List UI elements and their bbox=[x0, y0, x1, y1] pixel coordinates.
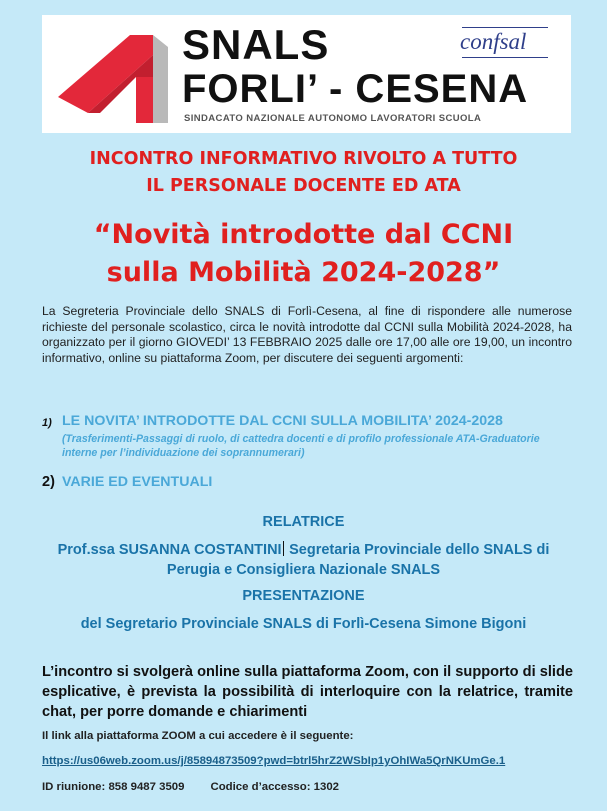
brand-name: SNALS bbox=[182, 21, 330, 68]
presentazione-heading: PRESENTAZIONE bbox=[242, 588, 365, 604]
headline-line2: sulla Mobilità 2024-2028” bbox=[106, 257, 501, 288]
meeting-credentials bbox=[42, 781, 339, 793]
headline-line1: “Novità introdotte dal CCNI bbox=[93, 219, 514, 250]
presenter-text: del Segretario Provinciale SNALS di Forlì-Cesena Simone Bigoni bbox=[80, 616, 527, 632]
relatrice-heading: RELATRICE bbox=[262, 514, 345, 530]
meeting-title-line2: IL PERSONALE DOCENTE ED ATA bbox=[146, 176, 461, 196]
topic-number: 2) bbox=[42, 474, 55, 490]
confsal-logo: confsal bbox=[460, 29, 527, 54]
intro-paragraph: La Segreteria Provinciale dello SNALS di Forlì-Cesena, al fine di rispondere alle numerose richieste del personale scolastico, circa le novità introdotte dal CCNI sulla Mobilità 2024-2028, ha organizzato per il giorno GIOVEDI’ 13 FEBBRAIO 2025 dalle ore 17,00 alle ore 19,00, un incontro informativo, online su piattaforma Zoom, per discutere dei seguenti argomenti: bbox=[42, 304, 572, 365]
confsal-rule-bottom bbox=[462, 57, 548, 58]
speaker-role-line1: Segretaria Provinciale dello SNALS di bbox=[289, 542, 550, 558]
zoom-info-paragraph: L’incontro si svolgerà online sulla piattaforma Zoom, con il supporto di slide esplicative, è prevista la possibilità di interloquire con la relatrice, tramite chat, per porre domande e chiarimenti bbox=[42, 664, 573, 720]
meeting-title-line1: INCONTRO INFORMATIVO RIVOLTO A TUTTO bbox=[89, 149, 518, 169]
meeting-id: ID riunione: 858 9487 3509 bbox=[42, 781, 185, 793]
topic-subtitle: (Trasferimenti-Passaggi di ruolo, di cattedra docenti e di profilo professionale ATA-Graduatorie interne per l’individuazione dei soprannumerari) bbox=[62, 433, 540, 459]
meeting-passcode: Codice d’accesso: 1302 bbox=[210, 781, 339, 793]
confsal-rule-top bbox=[462, 27, 548, 28]
brand-subtitle: SINDACATO NAZIONALE AUTONOMO LAVORATORI SCUOLA bbox=[184, 113, 482, 124]
text-cursor bbox=[283, 541, 285, 556]
speaker-info bbox=[20, 540, 587, 580]
speaker-role-line2: Perugia e Consigliera Nazionale SNALS bbox=[166, 562, 441, 578]
meeting-title bbox=[20, 146, 587, 200]
headline bbox=[10, 216, 597, 292]
zoom-link-label: Il link alla piattaforma ZOOM a cui accedere è il seguente: bbox=[42, 730, 354, 742]
topic-title: LE NOVITA’ INTRODOTTE DAL CCNI SULLA MOBILITA’ 2024-2028 bbox=[62, 413, 503, 429]
snals-logo-icon bbox=[58, 25, 176, 125]
topic-number: 1) bbox=[42, 417, 52, 429]
zoom-link[interactable]: https://us06web.zoom.us/j/85894873509?pwd=btrl5hrZ2WSbIp1yOhIWa5QrNKUmGe.1 bbox=[42, 755, 506, 767]
speaker-name: Prof.ssa SUSANNA COSTANTINI bbox=[57, 542, 282, 558]
header-banner bbox=[42, 15, 571, 133]
brand-location: FORLI’ - CESENA bbox=[182, 67, 529, 111]
topic-title: VARIE ED EVENTUALI bbox=[62, 474, 213, 490]
